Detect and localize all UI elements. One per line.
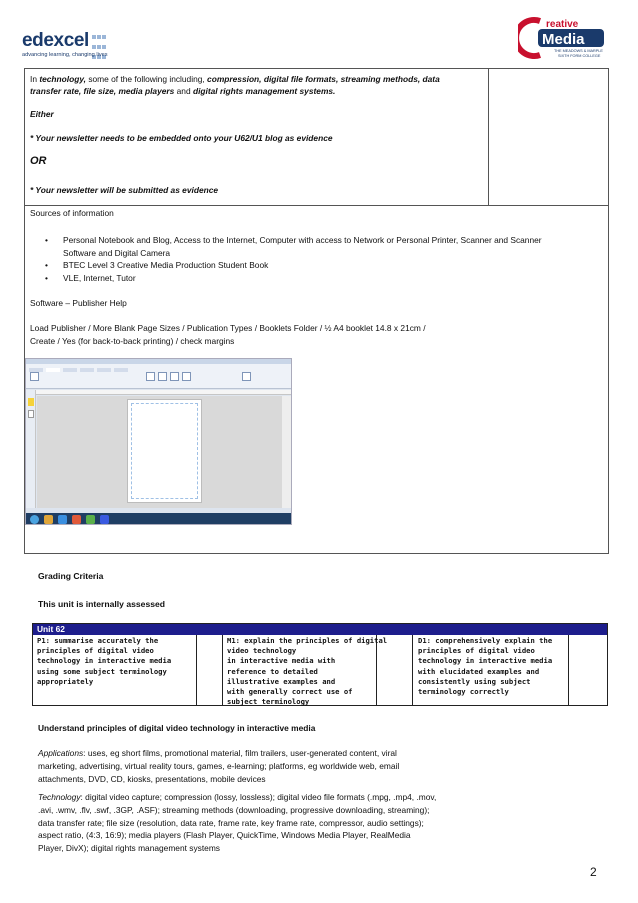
task-line-2: transfer rate, file size, media players and digital rights management systems. <box>30 86 336 96</box>
page-navigation-pane <box>26 390 36 508</box>
taskbar-app-icon <box>72 515 81 524</box>
task-line-1: In technology, some of the following including, compression, digital file formats, streaming methods, data <box>30 74 440 84</box>
edexcel-logo <box>22 30 112 60</box>
blog-evidence-note: * Your newsletter needs to be embedded onto your U62/U1 blog as evidence <box>30 133 333 143</box>
taskbar-app-icon <box>100 515 109 524</box>
task-box: In technology, some of the following including, compression, digital file formats, streaming methods, data transfer rate, file size, media players and digital rights management systems. Either * Your newsletter needs to be embedded onto your U62/U1 blog as evidence OR * Your newsletter will be submitted as evidence Sources of information • Personal Notebook and Blog, Access to the Internet, Computer with access to Network or Personal Printer, Scanner and Scanner Software and Digital Camera • BTEC Level 3 Creative Media Production Student Book • VLE, Internet, Tutor Software – Publisher Help Load Publisher / More Blank Page Sizes / Publication Types / Booklets Folder / ½ A4 booklet 14.8 x 21cm / Create / Yes (for back-to-back printing) / check margins <box>24 68 609 554</box>
logo-sub2-text: SIXTH FORM COLLEGE <box>558 54 601 58</box>
arrange-icon <box>242 372 251 381</box>
grading-table <box>32 623 608 706</box>
d1-criterion: D1: comprehensively explain the principles of digital video technology in interactive media with elucidated examples and consistently using subject terminology correctly <box>418 636 553 697</box>
sources-title: Sources of information <box>30 208 114 218</box>
publisher-screenshot <box>25 358 292 525</box>
submit-evidence-note: * Your newsletter will be submitted as evidence <box>30 185 219 195</box>
software-help: Software – Publisher Help <box>30 298 127 308</box>
m1-criterion: M1: explain the principles of digital video technology in interactive media with reference to detailed illustrative examples and with generally correct use of subject terminology <box>227 636 388 707</box>
logo-reative-text: reative <box>546 19 579 30</box>
technology-paragraph: Technology: digital video capture; compression (lossy, lossless); digital video file formats (.mpg, .mp4, .mov, .avi, .wmv, .flv, .swf, .3GP, .ASF); streaming methods (downloading, progressive downloading, streaming); data transfer rate; file size (resolution, data rate, frame rate, key frame rate, compressor, audio settings); aspect ratio, (4:3, 16:9); media players (Flash Player, QuickTime, Windows Media Player, RealMedia Player, DivX); digital rights management systems <box>38 792 437 854</box>
steps-line-2: Create / Yes (for back-to-back printing) / check margins <box>30 335 235 346</box>
steps-line-1: Load Publisher / More Blank Page Sizes / Publication Types / Booklets Folder / ½ A4 booklet 14.8 x 21cm / <box>30 323 426 333</box>
taskbar-app-icon <box>58 515 67 524</box>
taskbar <box>26 513 291 525</box>
scrollbar <box>282 396 292 508</box>
textbox-icon <box>182 372 191 381</box>
unit-header: Unit 62 <box>33 624 607 635</box>
or-label: OR <box>30 155 47 167</box>
picture-icon <box>146 372 155 381</box>
page-number: 2 <box>590 865 597 879</box>
applications-paragraph: Applications: uses, eg short films, promotional material, film trailers, user-generated content, viral marketing, advertising, virtual reality tours, games, e-learning; platforms, eg worldwide web, email attachments, DVD, CD, kiosks, presentations, mobile devices <box>38 748 400 784</box>
paste-icon <box>30 372 39 381</box>
table-icon <box>170 372 179 381</box>
workspace <box>37 396 282 508</box>
creative-media-logo-icon <box>518 15 606 59</box>
ruler <box>36 390 292 395</box>
internally-assessed: This unit is internally assessed <box>38 599 166 609</box>
task-row <box>25 69 608 206</box>
grading-criteria-title: Grading Criteria <box>38 571 104 581</box>
creative-media-logo <box>518 15 606 59</box>
logo-media-text: Media <box>542 31 585 48</box>
logo-sub1-text: THE MEADOWS & MARPLE <box>554 49 603 53</box>
blank-page <box>127 399 202 503</box>
d1-check-cell <box>569 635 607 705</box>
p1-check-cell <box>197 635 223 705</box>
edexcel-tagline: advancing learning, changing lives <box>22 52 108 58</box>
start-icon <box>30 515 39 524</box>
taskbar-app-icon <box>44 515 53 524</box>
taskbar-app-icon <box>86 515 95 524</box>
p1-criterion: P1: summarise accurately the principles of digital video technology in interactive media using some subject terminology appropriately <box>37 636 172 686</box>
shapes-icon <box>158 372 167 381</box>
edexcel-logo-text: edexcel <box>22 30 89 51</box>
content-heading: Understand principles of digital video technology in interactive media <box>38 723 316 733</box>
either-label: Either <box>30 109 54 119</box>
ribbon-tabs <box>29 364 131 369</box>
